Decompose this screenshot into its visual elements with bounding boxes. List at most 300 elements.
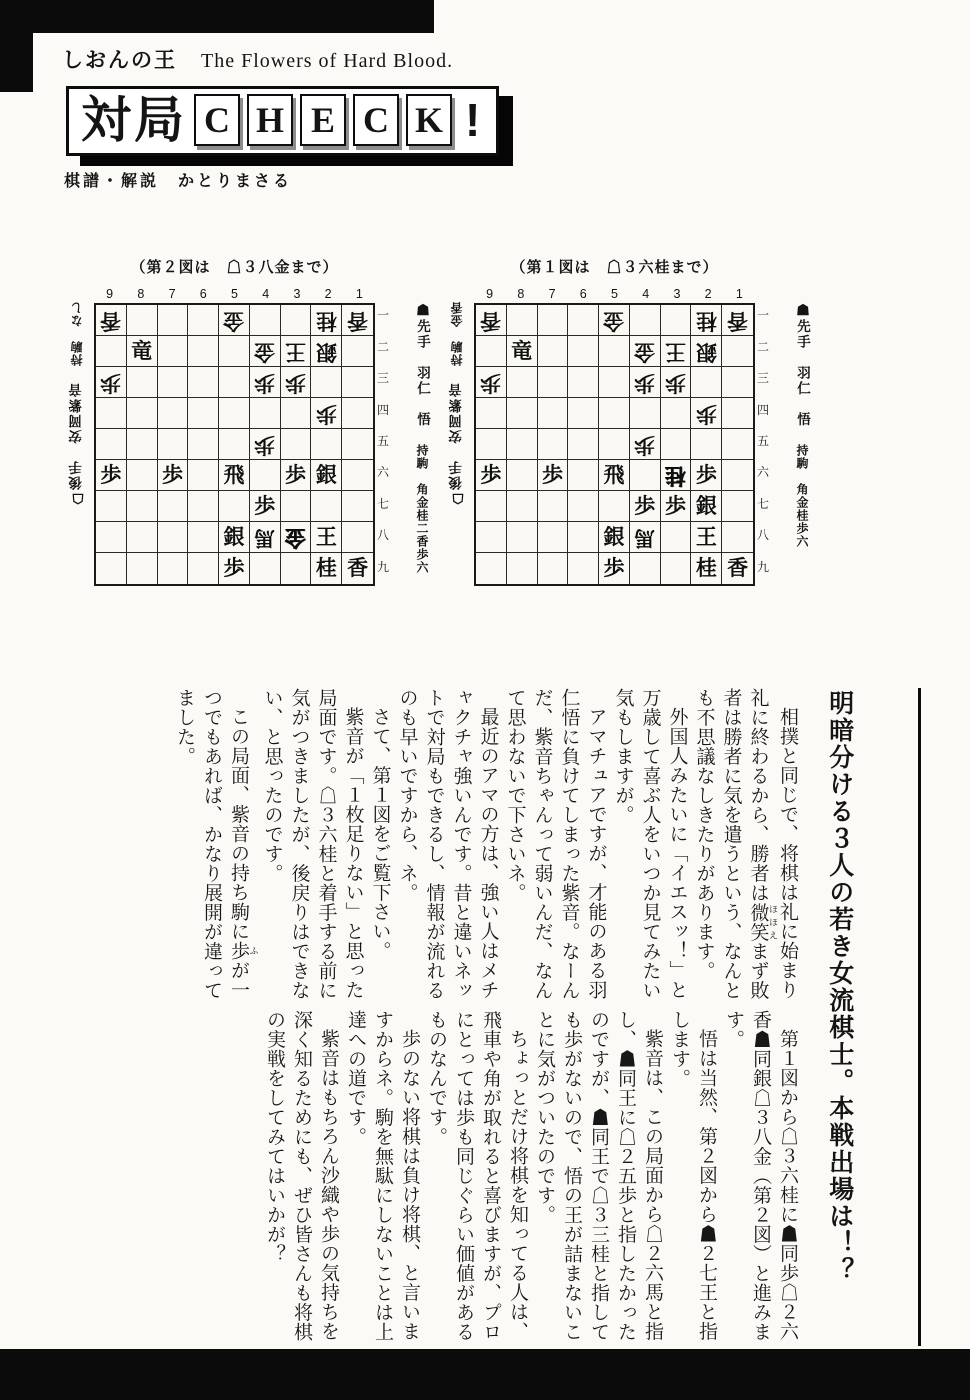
board-cell [188,336,219,367]
board-cell [630,429,661,460]
shogi-piece: 歩 [695,401,717,426]
shogi-piece: 王 [315,524,337,549]
board-cell [507,553,538,584]
title-letter-box: E [300,94,346,146]
board-cell [661,305,692,336]
board-cell [722,305,753,336]
board-cell [158,553,189,584]
board-cell [538,491,569,522]
board-cell [722,398,753,429]
board-cell [538,460,569,491]
shogi-piece: 歩 [285,462,307,487]
shogi-piece: 桂 [315,556,337,580]
rank-number: 四 [376,402,389,417]
board-cell [476,367,507,398]
rank-number: 七 [376,496,389,511]
board-cell [691,305,722,336]
board-cell [722,429,753,460]
gote-piece-icon: ☖ [449,490,465,507]
board-cell [722,367,753,398]
rank-number: 三 [756,371,769,386]
board-grid-area [474,283,755,586]
board-cell [250,522,281,553]
article-heading: 明暗分ける３人の若き女流棋士。本戦出場は！？ [825,690,854,1284]
board-cell [630,460,661,491]
rank-number: 一 [376,308,389,323]
file-number: 9 [486,287,494,301]
article-paragraph: さて、第１図をご覧下さい。 [369,707,391,961]
board-cell [158,336,189,367]
board-cell [599,336,630,367]
shogi-piece: 歩 [254,370,276,395]
gote-piece-icon: ☖ [69,490,85,507]
board-cell [538,336,569,367]
gote-pieces-in-hand: 持駒 金香 [450,301,464,366]
board-cell [188,553,219,584]
shogi-piece: 銀 [315,462,337,487]
article-paragraph: アマチュアですが、才能のある羽仁悟に負けてしまった紫音。なーんだ、紫音ちゃんって弱いんだ、なんて思わないで下さいネ。 [504,688,607,1000]
board-cell [630,305,661,336]
board-cell [96,367,127,398]
gote-name: 後手 安岡紫音 [69,382,84,491]
board-cell [691,491,722,522]
rank-numbers [755,299,771,582]
board-cell [219,305,250,336]
shogi-piece: 銀 [603,524,625,549]
shogi-piece: 歩 [634,432,656,457]
board-cell [342,367,373,398]
shogi-piece: 桂 [315,308,337,333]
sente-piece-icon: ☗ [414,301,431,319]
board-cell [507,305,538,336]
sente-piece-icon: ☗ [794,301,811,319]
shogi-piece: 金 [285,525,307,550]
credit-line: 棋譜・解説 かとりまさる [64,173,293,190]
board-cell [158,522,189,553]
gote-name: 後手 安岡紫音 [449,382,464,491]
page-edge-artifact-bottom [0,1349,970,1400]
article-paragraph: この局面、紫音の持ち駒に歩 ふが一つでもあれば、かなり展開が違ってました。 [174,688,259,1000]
shogi-piece: 王 [665,339,687,364]
board-cell [630,367,661,398]
board-cell [630,398,661,429]
shogi-piece: 歩 [480,462,502,487]
board-cell [661,398,692,429]
board-cell [538,522,569,553]
rank-number: 二 [376,339,389,354]
board-cell [127,429,158,460]
shogi-piece: 金 [603,308,625,333]
board-cell [96,460,127,491]
board-cell [342,305,373,336]
shogi-piece: 銀 [315,339,337,364]
rank-number: 一 [756,308,769,323]
board-cell [722,522,753,553]
ruby-annotated-word: 歩 ふ [228,941,259,961]
board-cell [599,398,630,429]
board-cell [661,491,692,522]
board-cell [342,336,373,367]
board-cell [691,460,722,491]
board-cell [568,367,599,398]
board-cell [599,429,630,460]
shogi-piece: 歩 [695,462,717,487]
article-paragraph: 外国人みたいに「イエスッ！」と万歳して喜ぶ人をいつか見てみたい気もしますが。 [612,688,688,1000]
board-cell [568,522,599,553]
board-cell [219,553,250,584]
board-cell [158,305,189,336]
board-cell [661,336,692,367]
board-cell [281,491,312,522]
shogi-piece: 香 [100,308,122,333]
board-cell [250,460,281,491]
shogi-piece: 歩 [634,370,656,395]
board-cell [281,398,312,429]
board-cell [96,553,127,584]
board-cell [476,336,507,367]
title-kanji: 対局 [81,92,187,148]
board-cell [661,553,692,584]
board-cell [507,398,538,429]
shogi-piece: 銀 [695,493,717,518]
board-cell [691,336,722,367]
board-cell [722,491,753,522]
board-cell [96,429,127,460]
board-cell [691,553,722,584]
board-cell [281,553,312,584]
board-cell [127,398,158,429]
board-cell [342,522,373,553]
shogi-piece: 歩 [315,401,337,426]
board-cell [476,429,507,460]
board-cell [538,367,569,398]
board-cell [630,553,661,584]
board-cell [127,522,158,553]
board-cell [661,367,692,398]
board-cell [507,522,538,553]
board-cell [219,367,250,398]
board-cell [538,553,569,584]
shogi-piece: 歩 [223,556,245,580]
shogi-piece: 香 [347,308,369,333]
sente-pieces-in-hand: 持駒 角金桂歩六 [795,443,809,548]
file-number: 2 [324,287,332,301]
board-cell [568,398,599,429]
board-cell [476,553,507,584]
shogi-grid [474,303,755,586]
shogi-piece: 歩 [285,370,307,395]
file-number: 7 [168,287,176,301]
board-cell [342,491,373,522]
file-number: 8 [517,287,525,301]
shogi-piece: 金 [223,308,245,333]
board-cell [538,305,569,336]
rank-number: 三 [376,371,389,386]
rank-number: 七 [756,496,769,511]
shogi-piece: 飛 [603,462,625,487]
board-cell [158,460,189,491]
board-cell [250,367,281,398]
board-cell [219,522,250,553]
title-letter-box: K [406,94,452,146]
file-numbers [474,283,755,303]
file-number: 5 [611,287,618,301]
board-cell [127,553,158,584]
board-cell [599,491,630,522]
title-letter-box: H [247,94,293,146]
board-cell [311,553,342,584]
shogi-piece: 金 [634,339,656,364]
rank-number: 六 [756,465,769,480]
board-cell [250,491,281,522]
board-cell [476,305,507,336]
article-paragraph: 紫音が「１枚足りない」と思った局面です。☖３六桂と着手する前に気がつきましたが、後戻りはできない、と思ったのです。 [261,688,364,1000]
shogi-piece: 香 [347,556,369,580]
file-number: 3 [673,287,681,301]
board-cell [127,367,158,398]
board-cell [599,522,630,553]
rank-number: 八 [376,528,389,543]
board-cell [599,305,630,336]
shogi-piece: 歩 [665,493,687,518]
board-cell [630,336,661,367]
board-cell [188,522,219,553]
ruby-annotated-word: 微笑 ほほえ [747,902,778,942]
rank-number: 八 [756,528,769,543]
rank-numbers [375,299,391,582]
gote-player-label [68,301,94,582]
board-cell [281,305,312,336]
title-exclamation: ! [465,94,481,146]
shogi-piece: 香 [727,556,749,580]
board-cell [219,398,250,429]
board-cell [311,429,342,460]
board-cell [311,367,342,398]
file-number: 4 [642,287,650,301]
rank-number: 五 [756,433,769,448]
board-caption: （第１図は ☖３六桂まで） [510,259,719,276]
board-cell [507,336,538,367]
board-cell [661,429,692,460]
series-subtitle: The Flowers of Hard Blood. [201,50,454,72]
rank-number: 五 [376,433,389,448]
article-paragraph: 最近のアマの方は、強い人はメチャクチャ強いんです。昔と違いネットで対局もできるし、情報が流れるのも早いですから、ネ。 [396,688,499,1000]
board-cell [722,336,753,367]
board-cell [568,429,599,460]
section-divider-rule [918,688,921,1346]
article-paragraph: 紫音は、この局面から☖２六馬と指し、☗同王に☖２五歩と指したかったのですが、☗同王で☖３三桂と指しても歩がないので、悟の王が詰まないことに気がついたのです。 [534,1010,663,1342]
title-block [66,86,499,156]
rank-number: 四 [756,402,769,417]
shogi-piece: 銀 [695,339,717,364]
file-number: 8 [137,287,145,301]
file-number: 9 [106,287,114,301]
shogi-piece: 香 [727,308,749,333]
file-number: 5 [231,287,238,301]
board-cell [568,553,599,584]
shogi-piece: 馬 [254,525,276,550]
article-paragraph: ちょっとだけ将棋を知ってる人は、飛車や角が取れると喜びますが、プロにとっては歩も同じぐらい価値があるものなんです。 [426,1010,528,1342]
board-cell [599,460,630,491]
board-cell [342,460,373,491]
board-cell [568,305,599,336]
shogi-piece: 馬 [634,525,656,550]
board-cell [96,305,127,336]
board-cell [507,429,538,460]
shogi-piece: 歩 [100,370,122,395]
rank-number: 六 [376,465,389,480]
board-cell [188,429,219,460]
board-cell [96,336,127,367]
board-cell [476,398,507,429]
board-cell [691,429,722,460]
page-edge-artifact-left [0,0,33,92]
board-cell [281,367,312,398]
board-cell [342,553,373,584]
board-cell [507,460,538,491]
title-letter-box: C [194,94,240,146]
article-paragraph: 歩のない将棋は負け将棋、と言いますからネ。駒を無駄にしないことは上達への道です。 [345,1010,420,1342]
board-cell [507,367,538,398]
board-cell [599,553,630,584]
shogi-piece: 歩 [634,493,656,518]
board-cell [538,429,569,460]
shogi-piece: 歩 [254,432,276,457]
board-cell [188,460,219,491]
board-cell [250,305,281,336]
board-cell [219,460,250,491]
board-cell [188,305,219,336]
shogi-piece: 桂 [695,556,717,580]
file-number: 1 [735,287,743,301]
board-cell [568,491,599,522]
board-caption: （第２図は ☖３八金まで） [130,259,339,276]
shogi-piece: 竜 [131,338,153,363]
page-edge-artifact-top [0,0,434,33]
article-body-upper [74,688,801,1006]
board-cell [568,336,599,367]
board-cell [250,553,281,584]
gote-player-label [448,301,474,582]
board-cell [96,398,127,429]
board-grid-area [94,283,375,586]
shogi-piece: 歩 [665,370,687,395]
shogi-piece: 歩 [254,493,276,518]
board-cell [507,491,538,522]
article-body-lower [74,1010,801,1343]
file-number: 2 [704,287,712,301]
series-title: しおんの王 [62,49,177,72]
file-number: 6 [579,287,587,301]
shogi-board-figure-2 [68,256,440,586]
sente-pieces-in-hand: 持駒 角金桂二香歩六 [415,443,429,574]
board-cell [311,398,342,429]
shogi-piece: 歩 [161,462,183,487]
board-cell [538,398,569,429]
board-cell [599,367,630,398]
board-cell [158,491,189,522]
board-cell [722,553,753,584]
rank-number: 九 [376,559,389,574]
shogi-piece: 桂 [695,308,717,333]
shogi-piece: 歩 [100,462,122,487]
article-paragraph: 悟は当然、第２図から☗２七王と指します。 [669,1010,717,1341]
shogi-piece: 王 [285,339,307,364]
board-cell [311,305,342,336]
shogi-board-figure-1 [448,256,820,586]
title-letter-box: C [353,94,399,146]
sente-name: 先手 羽仁 悟 [415,319,430,428]
gote-pieces-in-hand: 持駒 なし [70,301,84,366]
board-body [448,283,820,586]
file-number: 6 [199,287,207,301]
board-cell [661,522,692,553]
file-number: 1 [355,287,363,301]
shogi-piece: 飛 [223,462,245,487]
board-cell [281,336,312,367]
board-cell [219,491,250,522]
sente-player-label [391,301,431,582]
sente-name: 先手 羽仁 悟 [795,319,810,428]
article-paragraph: 紫音はもちろん沙織や歩の気持ちを深く知るためにも、ぜひ皆さんも将棋の実戦をしてみてはいかが？ [264,1010,339,1342]
shogi-grid [94,303,375,586]
board-cell [188,398,219,429]
board-cell [250,429,281,460]
file-number: 3 [293,287,301,301]
board-cell [127,491,158,522]
board-cell [661,460,692,491]
board-cell [127,336,158,367]
board-cell [691,398,722,429]
board-cell [281,460,312,491]
shogi-piece: 王 [695,524,717,549]
board-cell [476,522,507,553]
board-cell [96,522,127,553]
shogi-piece: 竜 [511,338,533,363]
file-number: 4 [262,287,270,301]
file-numbers [94,283,375,303]
board-cell [96,491,127,522]
sente-player-label [771,301,811,582]
board-body [68,283,440,586]
board-cell [568,460,599,491]
article-paragraph: 相撲と同じで、将棋は礼に始まり礼に終わるから、勝者は微笑 ほほえまず敗者は勝者に気を遣うという、なんとも不思議なしきたりがあります。 [693,688,798,1000]
file-number: 7 [548,287,556,301]
board-cell [188,367,219,398]
board-cell [342,429,373,460]
shogi-piece: 香 [480,308,502,333]
rank-number: 二 [756,339,769,354]
rank-number: 九 [756,559,769,574]
shogi-piece: 銀 [223,524,245,549]
board-cell [250,336,281,367]
board-cell [476,460,507,491]
board-cell [722,460,753,491]
board-cell [691,522,722,553]
board-cell [281,522,312,553]
board-cell [127,305,158,336]
board-cell [158,367,189,398]
board-cell [311,460,342,491]
board-cell [281,429,312,460]
board-cell [219,336,250,367]
board-cell [311,522,342,553]
shogi-piece: 桂 [665,463,687,488]
board-cell [219,429,250,460]
shogi-piece: 歩 [603,556,625,580]
board-cell [342,398,373,429]
board-cell [158,429,189,460]
